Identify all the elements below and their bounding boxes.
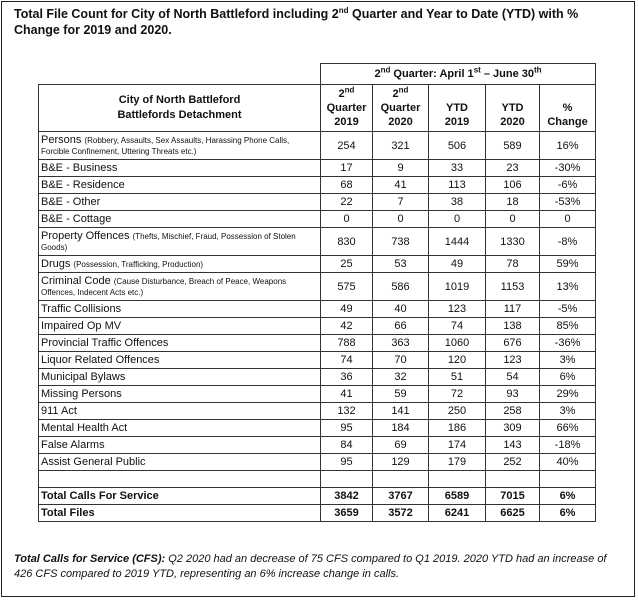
value-cell-q2-2020: 3572 (373, 505, 429, 522)
value-cell-q2-2020: 363 (373, 335, 429, 352)
column-header-pct-change: % Change (540, 85, 596, 132)
value-cell-ytd-2020: 0 (486, 211, 540, 228)
value-cell-q2-2019: 41 (321, 386, 373, 403)
value-cell-q2-2020: 738 (373, 228, 429, 256)
category-name: Assist General Public (41, 456, 146, 468)
value-cell-q2-2020: 41 (373, 177, 429, 194)
file-count-table (38, 63, 596, 522)
category-cell (39, 177, 321, 194)
value-cell-q2-2019: 36 (321, 369, 373, 386)
value-cell-pct-change: 6% (540, 488, 596, 505)
value-cell-ytd-2019: 0 (429, 211, 486, 228)
category-cell (39, 132, 321, 160)
value-cell-ytd-2020: 18 (486, 194, 540, 211)
value-cell-ytd-2020: 54 (486, 369, 540, 386)
value-cell-q2-2019: 84 (321, 437, 373, 454)
value-cell-ytd-2020: 138 (486, 318, 540, 335)
value-cell-q2-2020: 0 (373, 211, 429, 228)
category-name: False Alarms (41, 439, 105, 451)
value-cell-ytd-2019: 1019 (429, 273, 486, 301)
value-cell-pct-change: 0 (540, 211, 596, 228)
total-row (39, 488, 596, 505)
value-cell-ytd-2020: 589 (486, 132, 540, 160)
category-cell (39, 228, 321, 256)
value-cell-q2-2020: 40 (373, 301, 429, 318)
value-cell-ytd-2019: 123 (429, 301, 486, 318)
value-cell-q2-2020: 59 (373, 386, 429, 403)
table-row (39, 335, 596, 352)
category-detail: (Possession, Trafficking, Production) (73, 260, 204, 269)
value-cell-ytd-2020: 123 (486, 352, 540, 369)
value-cell-q2-2019: 3659 (321, 505, 373, 522)
header-blank-cell (39, 64, 321, 85)
value-cell-ytd-2019: 186 (429, 420, 486, 437)
value-cell-q2-2020: 129 (373, 454, 429, 471)
category-name: 911 Act (41, 405, 77, 417)
category-cell (39, 437, 321, 454)
value-cell-ytd-2019: 49 (429, 256, 486, 273)
spacer-cell (321, 471, 373, 488)
spacer-cell (373, 471, 429, 488)
value-cell-ytd-2019: 1060 (429, 335, 486, 352)
table-row (39, 386, 596, 403)
value-cell-ytd-2019: 120 (429, 352, 486, 369)
category-name: B&E - Residence (41, 179, 125, 191)
table-row (39, 160, 596, 177)
page-title: Total File Count for City of North Battleford including 2nd Quarter and Year to Date (YTD) with % Change for 2019 and 2020. (14, 5, 579, 37)
table-row (39, 403, 596, 420)
value-cell-pct-change: -30% (540, 160, 596, 177)
value-cell-pct-change: 29% (540, 386, 596, 403)
row-header-cell: City of North Battleford Battlefords Detachment (39, 85, 321, 132)
value-cell-q2-2019: 3842 (321, 488, 373, 505)
total-row (39, 505, 596, 522)
value-cell-ytd-2020: 309 (486, 420, 540, 437)
value-cell-q2-2019: 49 (321, 301, 373, 318)
value-cell-q2-2020: 66 (373, 318, 429, 335)
value-cell-ytd-2020: 23 (486, 160, 540, 177)
value-cell-ytd-2020: 117 (486, 301, 540, 318)
value-cell-q2-2019: 132 (321, 403, 373, 420)
table-row (39, 228, 596, 256)
table-row (39, 369, 596, 386)
category-name: Missing Persons (41, 388, 122, 400)
value-cell-q2-2019: 42 (321, 318, 373, 335)
value-cell-q2-2020: 321 (373, 132, 429, 160)
cfs-note-text: Q2 2020 had an decrease of 75 CFS compared to Q1 2019. 2020 YTD had an increase of 426 CFS compared to 2019 YTD, representing an 6% increase change in calls. (14, 553, 607, 580)
value-cell-q2-2019: 68 (321, 177, 373, 194)
table-row (39, 420, 596, 437)
column-header-ytd-2020: YTD 2020 (486, 85, 540, 132)
value-cell-ytd-2020: 7015 (486, 488, 540, 505)
value-cell-pct-change: 16% (540, 132, 596, 160)
value-cell-ytd-2020: 143 (486, 437, 540, 454)
value-cell-q2-2020: 3767 (373, 488, 429, 505)
spacer-cell (486, 471, 540, 488)
category-name: Municipal Bylaws (41, 371, 126, 383)
category-name: Property Offences (41, 229, 130, 242)
value-cell-q2-2020: 53 (373, 256, 429, 273)
table-row (39, 301, 596, 318)
category-name: Traffic Collisions (41, 303, 122, 315)
spacer-row (39, 471, 596, 488)
value-cell-ytd-2019: 51 (429, 369, 486, 386)
value-cell-ytd-2020: 676 (486, 335, 540, 352)
value-cell-pct-change: 13% (540, 273, 596, 301)
value-cell-pct-change: 6% (540, 369, 596, 386)
category-cell (39, 301, 321, 318)
category-cell (39, 335, 321, 352)
value-cell-pct-change: 3% (540, 403, 596, 420)
value-cell-q2-2020: 32 (373, 369, 429, 386)
category-name: Provincial Traffic Offences (41, 337, 169, 349)
value-cell-ytd-2020: 78 (486, 256, 540, 273)
category-cell (39, 352, 321, 369)
value-cell-ytd-2019: 174 (429, 437, 486, 454)
category-name: Total Calls For Service (41, 490, 159, 502)
category-cell (39, 318, 321, 335)
category-cell (39, 273, 321, 301)
period-header: 2nd Quarter: April 1st – June 30th (321, 64, 596, 85)
category-detail: (Cause Disturbance, Breach of Peace, Weapons Offences, Indecent Acts etc.) (41, 276, 287, 297)
table-row (39, 273, 596, 301)
value-cell-q2-2019: 0 (321, 211, 373, 228)
value-cell-q2-2020: 586 (373, 273, 429, 301)
value-cell-q2-2019: 575 (321, 273, 373, 301)
value-cell-pct-change: -18% (540, 437, 596, 454)
category-cell (39, 369, 321, 386)
cfs-note-label: Total Calls for Service (CFS): (14, 553, 166, 565)
value-cell-pct-change: 6% (540, 505, 596, 522)
category-cell (39, 488, 321, 505)
table-row (39, 318, 596, 335)
value-cell-q2-2019: 17 (321, 160, 373, 177)
value-cell-q2-2020: 69 (373, 437, 429, 454)
value-cell-ytd-2019: 250 (429, 403, 486, 420)
category-cell (39, 454, 321, 471)
table-row (39, 352, 596, 369)
value-cell-ytd-2020: 1153 (486, 273, 540, 301)
value-cell-ytd-2019: 33 (429, 160, 486, 177)
category-cell (39, 386, 321, 403)
value-cell-ytd-2019: 72 (429, 386, 486, 403)
value-cell-q2-2019: 95 (321, 420, 373, 437)
value-cell-ytd-2020: 252 (486, 454, 540, 471)
value-cell-ytd-2019: 506 (429, 132, 486, 160)
value-cell-q2-2019: 788 (321, 335, 373, 352)
value-cell-pct-change: -8% (540, 228, 596, 256)
category-cell (39, 211, 321, 228)
category-name: B&E - Business (41, 162, 118, 174)
category-detail: (Robbery, Assaults, Sex Assaults, Harassing Phone Calls, Forcible Confinement, Uttering Threats etc.) (41, 135, 290, 156)
category-cell (39, 403, 321, 420)
category-name: Total Files (41, 507, 95, 519)
value-cell-pct-change: -53% (540, 194, 596, 211)
value-cell-q2-2020: 184 (373, 420, 429, 437)
value-cell-pct-change: 66% (540, 420, 596, 437)
category-name: Drugs (41, 258, 71, 270)
table-row (39, 194, 596, 211)
column-header-ytd-2019: YTD 2019 (429, 85, 486, 132)
value-cell-pct-change: 3% (540, 352, 596, 369)
value-cell-ytd-2020: 93 (486, 386, 540, 403)
column-header-q2-2019: 2nd Quarter 2019 (321, 85, 373, 132)
category-cell (39, 256, 321, 273)
value-cell-q2-2019: 830 (321, 228, 373, 256)
value-cell-q2-2019: 74 (321, 352, 373, 369)
table-row (39, 256, 596, 273)
category-cell (39, 505, 321, 522)
value-cell-ytd-2020: 1330 (486, 228, 540, 256)
value-cell-q2-2019: 254 (321, 132, 373, 160)
value-cell-q2-2020: 70 (373, 352, 429, 369)
table-row (39, 454, 596, 471)
value-cell-ytd-2019: 6589 (429, 488, 486, 505)
value-cell-ytd-2020: 258 (486, 403, 540, 420)
value-cell-q2-2019: 25 (321, 256, 373, 273)
value-cell-q2-2019: 22 (321, 194, 373, 211)
category-name: Liquor Related Offences (41, 354, 160, 366)
cfs-note (14, 552, 626, 582)
value-cell-pct-change: 40% (540, 454, 596, 471)
table-row (39, 437, 596, 454)
value-cell-ytd-2020: 106 (486, 177, 540, 194)
value-cell-ytd-2019: 179 (429, 454, 486, 471)
spacer-cell (540, 471, 596, 488)
value-cell-pct-change: -36% (540, 335, 596, 352)
category-cell (39, 194, 321, 211)
value-cell-ytd-2019: 6241 (429, 505, 486, 522)
category-name: B&E - Cottage (41, 213, 112, 225)
value-cell-q2-2020: 141 (373, 403, 429, 420)
spacer-cell (39, 471, 321, 488)
category-name: B&E - Other (41, 196, 101, 208)
value-cell-q2-2019: 95 (321, 454, 373, 471)
value-cell-pct-change: 59% (540, 256, 596, 273)
table-row (39, 211, 596, 228)
value-cell-pct-change: -5% (540, 301, 596, 318)
category-cell (39, 160, 321, 177)
category-name: Criminal Code (41, 274, 111, 287)
column-header-q2-2020: 2nd Quarter 2020 (373, 85, 429, 132)
category-cell (39, 420, 321, 437)
category-name: Impaired Op MV (41, 320, 122, 332)
value-cell-pct-change: 85% (540, 318, 596, 335)
spacer-cell (429, 471, 486, 488)
table-row (39, 177, 596, 194)
value-cell-q2-2020: 7 (373, 194, 429, 211)
value-cell-ytd-2019: 74 (429, 318, 486, 335)
value-cell-ytd-2020: 6625 (486, 505, 540, 522)
category-name: Persons (41, 133, 82, 146)
category-name: Mental Health Act (41, 422, 128, 434)
value-cell-ytd-2019: 38 (429, 194, 486, 211)
value-cell-ytd-2019: 1444 (429, 228, 486, 256)
value-cell-ytd-2019: 113 (429, 177, 486, 194)
value-cell-q2-2020: 9 (373, 160, 429, 177)
table-row (39, 132, 596, 160)
value-cell-pct-change: -6% (540, 177, 596, 194)
category-detail: (Thefts, Mischief, Fraud, Possession of Stolen Goods) (41, 231, 296, 252)
